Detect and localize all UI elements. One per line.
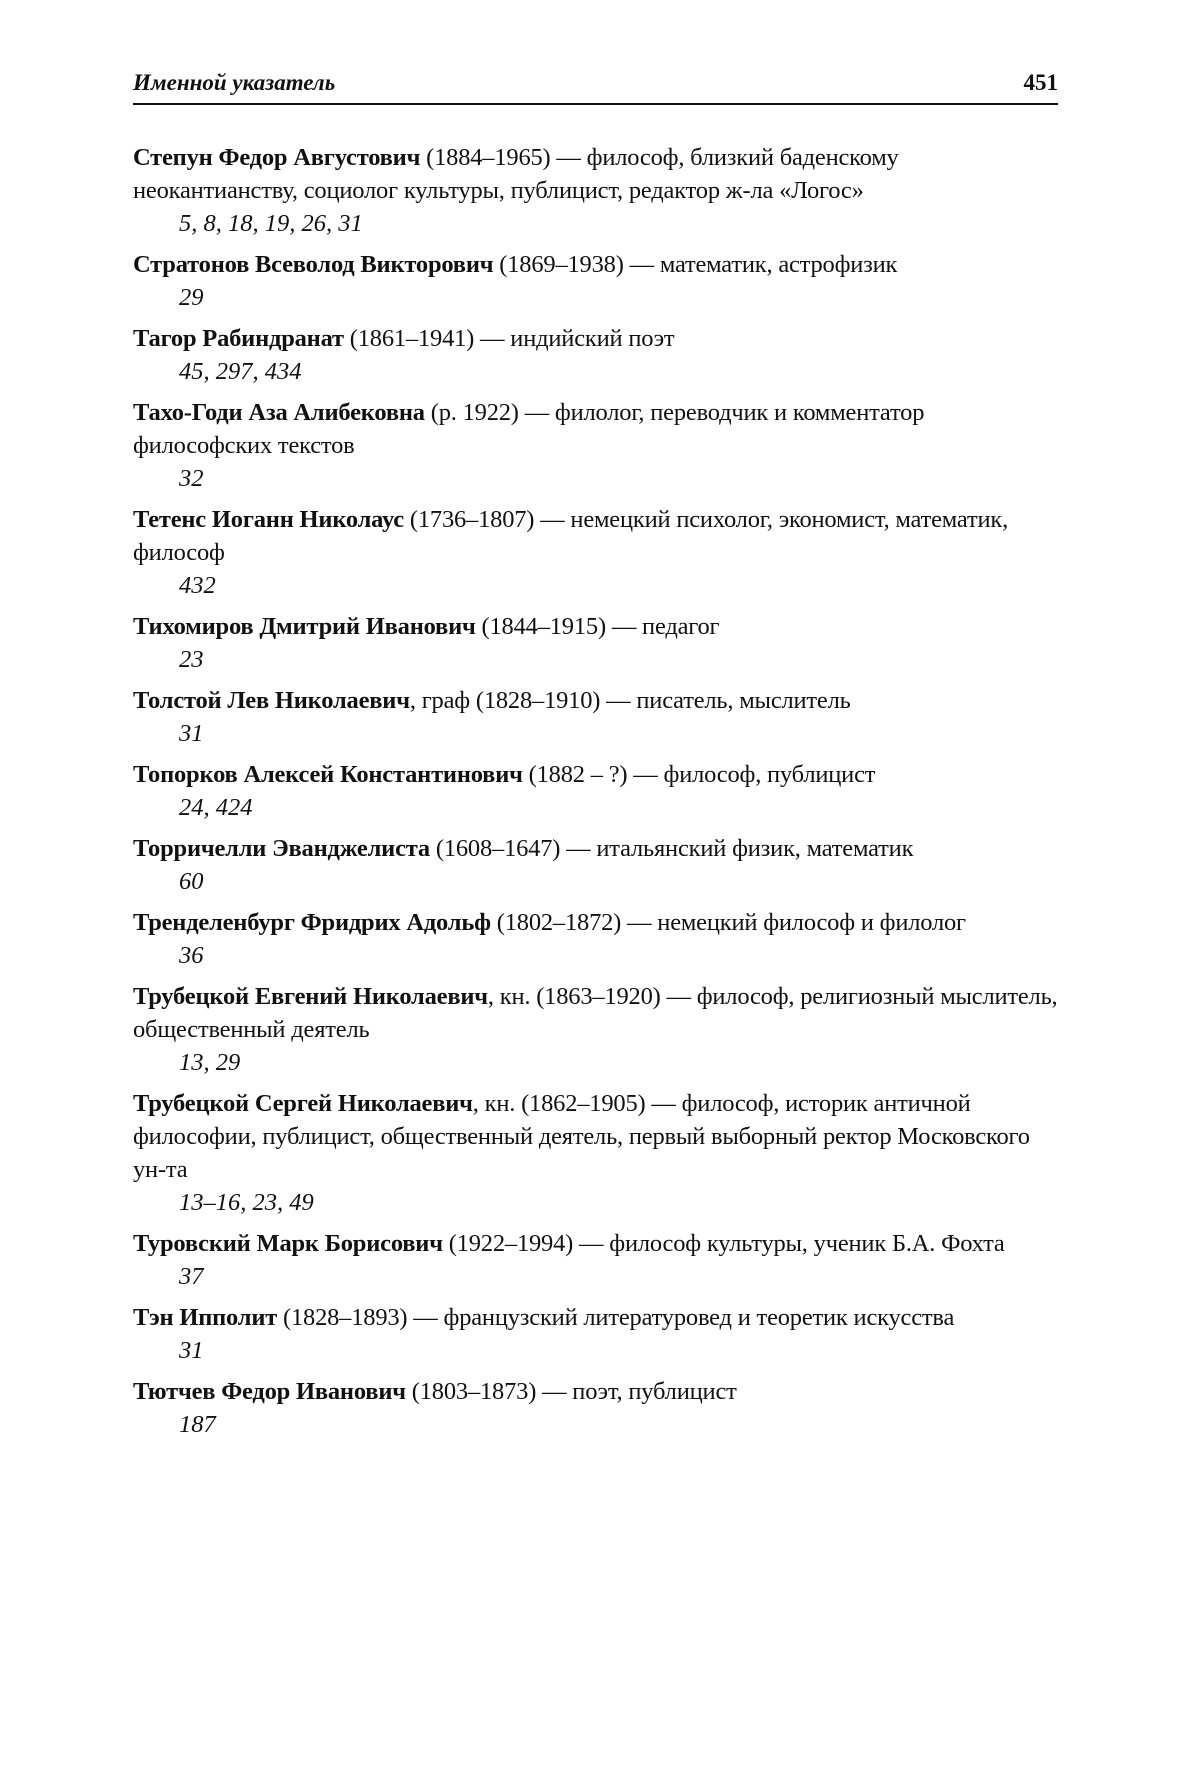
entry-description: (р. 1922) — филолог, переводчик и комментатор философских текстов bbox=[133, 399, 925, 459]
index-entry bbox=[133, 503, 1058, 602]
entry-pages: 13, 29 bbox=[179, 1049, 241, 1076]
entry-text bbox=[133, 980, 1058, 1046]
entry-text bbox=[133, 1227, 1058, 1260]
running-head bbox=[133, 70, 1058, 105]
entry-pages: 31 bbox=[179, 1337, 204, 1364]
entry-name: Тетенс Иоганн Николаус bbox=[133, 506, 404, 533]
index-entry bbox=[133, 610, 1058, 676]
entry-text bbox=[133, 758, 1058, 791]
entry-pages: 31 bbox=[179, 720, 204, 747]
entry-description: , кн. (1862–1905) — философ, историк античной философии, публицист, общественный деятель, первый выборный ректор Московского ун-та bbox=[133, 1090, 1030, 1183]
entry-pages: 45, 297, 434 bbox=[179, 358, 302, 385]
entry-description: (1608–1647) — итальянский физик, математик bbox=[429, 835, 914, 862]
running-title: Именной указатель bbox=[133, 70, 336, 95]
entry-name: Тахо-Годи Аза Алибековна bbox=[133, 399, 425, 426]
entry-name: Трубецкой Сергей Николаевич bbox=[133, 1090, 473, 1117]
entry-text bbox=[133, 1301, 1058, 1334]
entry-pages: 32 bbox=[179, 465, 204, 492]
index-entry bbox=[133, 906, 1058, 972]
index-entry bbox=[133, 322, 1058, 388]
entry-name: Торричелли Эванджелиста bbox=[133, 835, 430, 862]
entry-description: (1802–1872) — немецкий философ и филолог bbox=[490, 909, 966, 936]
entry-description: (1803–1873) — поэт, публицист bbox=[405, 1378, 737, 1405]
entry-description: , граф (1828–1910) — писатель, мыслитель bbox=[409, 687, 851, 714]
entry-description: (1844–1915) — педагог bbox=[475, 613, 720, 640]
entry-text bbox=[133, 1087, 1058, 1186]
entry-description: (1828–1893) — французский литературовед и теоретик искусства bbox=[277, 1304, 955, 1331]
entry-text bbox=[133, 248, 1058, 281]
entry-text bbox=[133, 906, 1058, 939]
index-entry bbox=[133, 1087, 1058, 1219]
entry-pages: 23 bbox=[179, 646, 204, 673]
entry-name: Тагор Рабиндранат bbox=[133, 325, 344, 352]
index-entry bbox=[133, 396, 1058, 495]
index-entry bbox=[133, 980, 1058, 1079]
entry-description: (1922–1994) — философ культуры, ученик Б.А. Фохта bbox=[442, 1230, 1005, 1257]
entry-description: (1884–1965) — философ, близкий баденскому неокантианству, социолог культуры, публицист, редактор ж-ла «Логос» bbox=[133, 144, 899, 204]
entry-name: Топорков Алексей Константинович bbox=[133, 761, 523, 788]
entry-pages: 187 bbox=[179, 1411, 216, 1438]
index-page bbox=[133, 70, 1058, 1449]
entry-description: (1869–1938) — математик, астрофизик bbox=[493, 251, 898, 278]
index-entry bbox=[133, 248, 1058, 314]
entry-pages: 60 bbox=[179, 868, 204, 895]
entry-name: Стратонов Всеволод Викторович bbox=[133, 251, 494, 278]
entry-name: Тихомиров Дмитрий Иванович bbox=[133, 613, 476, 640]
entry-pages: 13–16, 23, 49 bbox=[179, 1189, 314, 1216]
entry-name: Тэн Ипполит bbox=[133, 1304, 278, 1331]
entry-pages: 29 bbox=[179, 284, 204, 311]
entry-pages: 24, 424 bbox=[179, 794, 253, 821]
entry-description: (1736–1807) — немецкий психолог, экономист, математик, философ bbox=[133, 506, 1008, 566]
entry-name: Трубецкой Евгений Николаевич bbox=[133, 983, 488, 1010]
entry-text bbox=[133, 141, 1058, 207]
index-entry bbox=[133, 1375, 1058, 1441]
entry-text bbox=[133, 396, 1058, 462]
entry-name: Степун Федор Августович bbox=[133, 144, 421, 171]
index-entry bbox=[133, 758, 1058, 824]
entry-text bbox=[133, 832, 1058, 865]
entry-text bbox=[133, 503, 1058, 569]
entry-name: Тренделенбург Фридрих Адольф bbox=[133, 909, 491, 936]
index-entry bbox=[133, 1227, 1058, 1293]
entry-name: Туровский Марк Борисович bbox=[133, 1230, 443, 1257]
index-entry bbox=[133, 832, 1058, 898]
entry-text bbox=[133, 610, 1058, 643]
entry-pages: 36 bbox=[179, 942, 204, 969]
index-entry bbox=[133, 684, 1058, 750]
index-entries bbox=[133, 141, 1058, 1441]
entry-description: (1882 – ?) — философ, публицист bbox=[522, 761, 876, 788]
entry-description: , кн. (1863–1920) — философ, религиозный мыслитель, общественный деятель bbox=[133, 983, 1058, 1043]
entry-description: (1861–1941) — индийский поэт bbox=[343, 325, 675, 352]
index-entry bbox=[133, 141, 1058, 240]
entry-text bbox=[133, 322, 1058, 355]
entry-text bbox=[133, 684, 1058, 717]
entry-pages: 5, 8, 18, 19, 26, 31 bbox=[179, 210, 363, 237]
entry-name: Тютчев Федор Иванович bbox=[133, 1378, 406, 1405]
entry-name: Толстой Лев Николаевич bbox=[133, 687, 410, 714]
page-number: 451 bbox=[1023, 70, 1058, 95]
entry-text bbox=[133, 1375, 1058, 1408]
entry-pages: 432 bbox=[179, 572, 216, 599]
index-entry bbox=[133, 1301, 1058, 1367]
entry-pages: 37 bbox=[179, 1263, 204, 1290]
